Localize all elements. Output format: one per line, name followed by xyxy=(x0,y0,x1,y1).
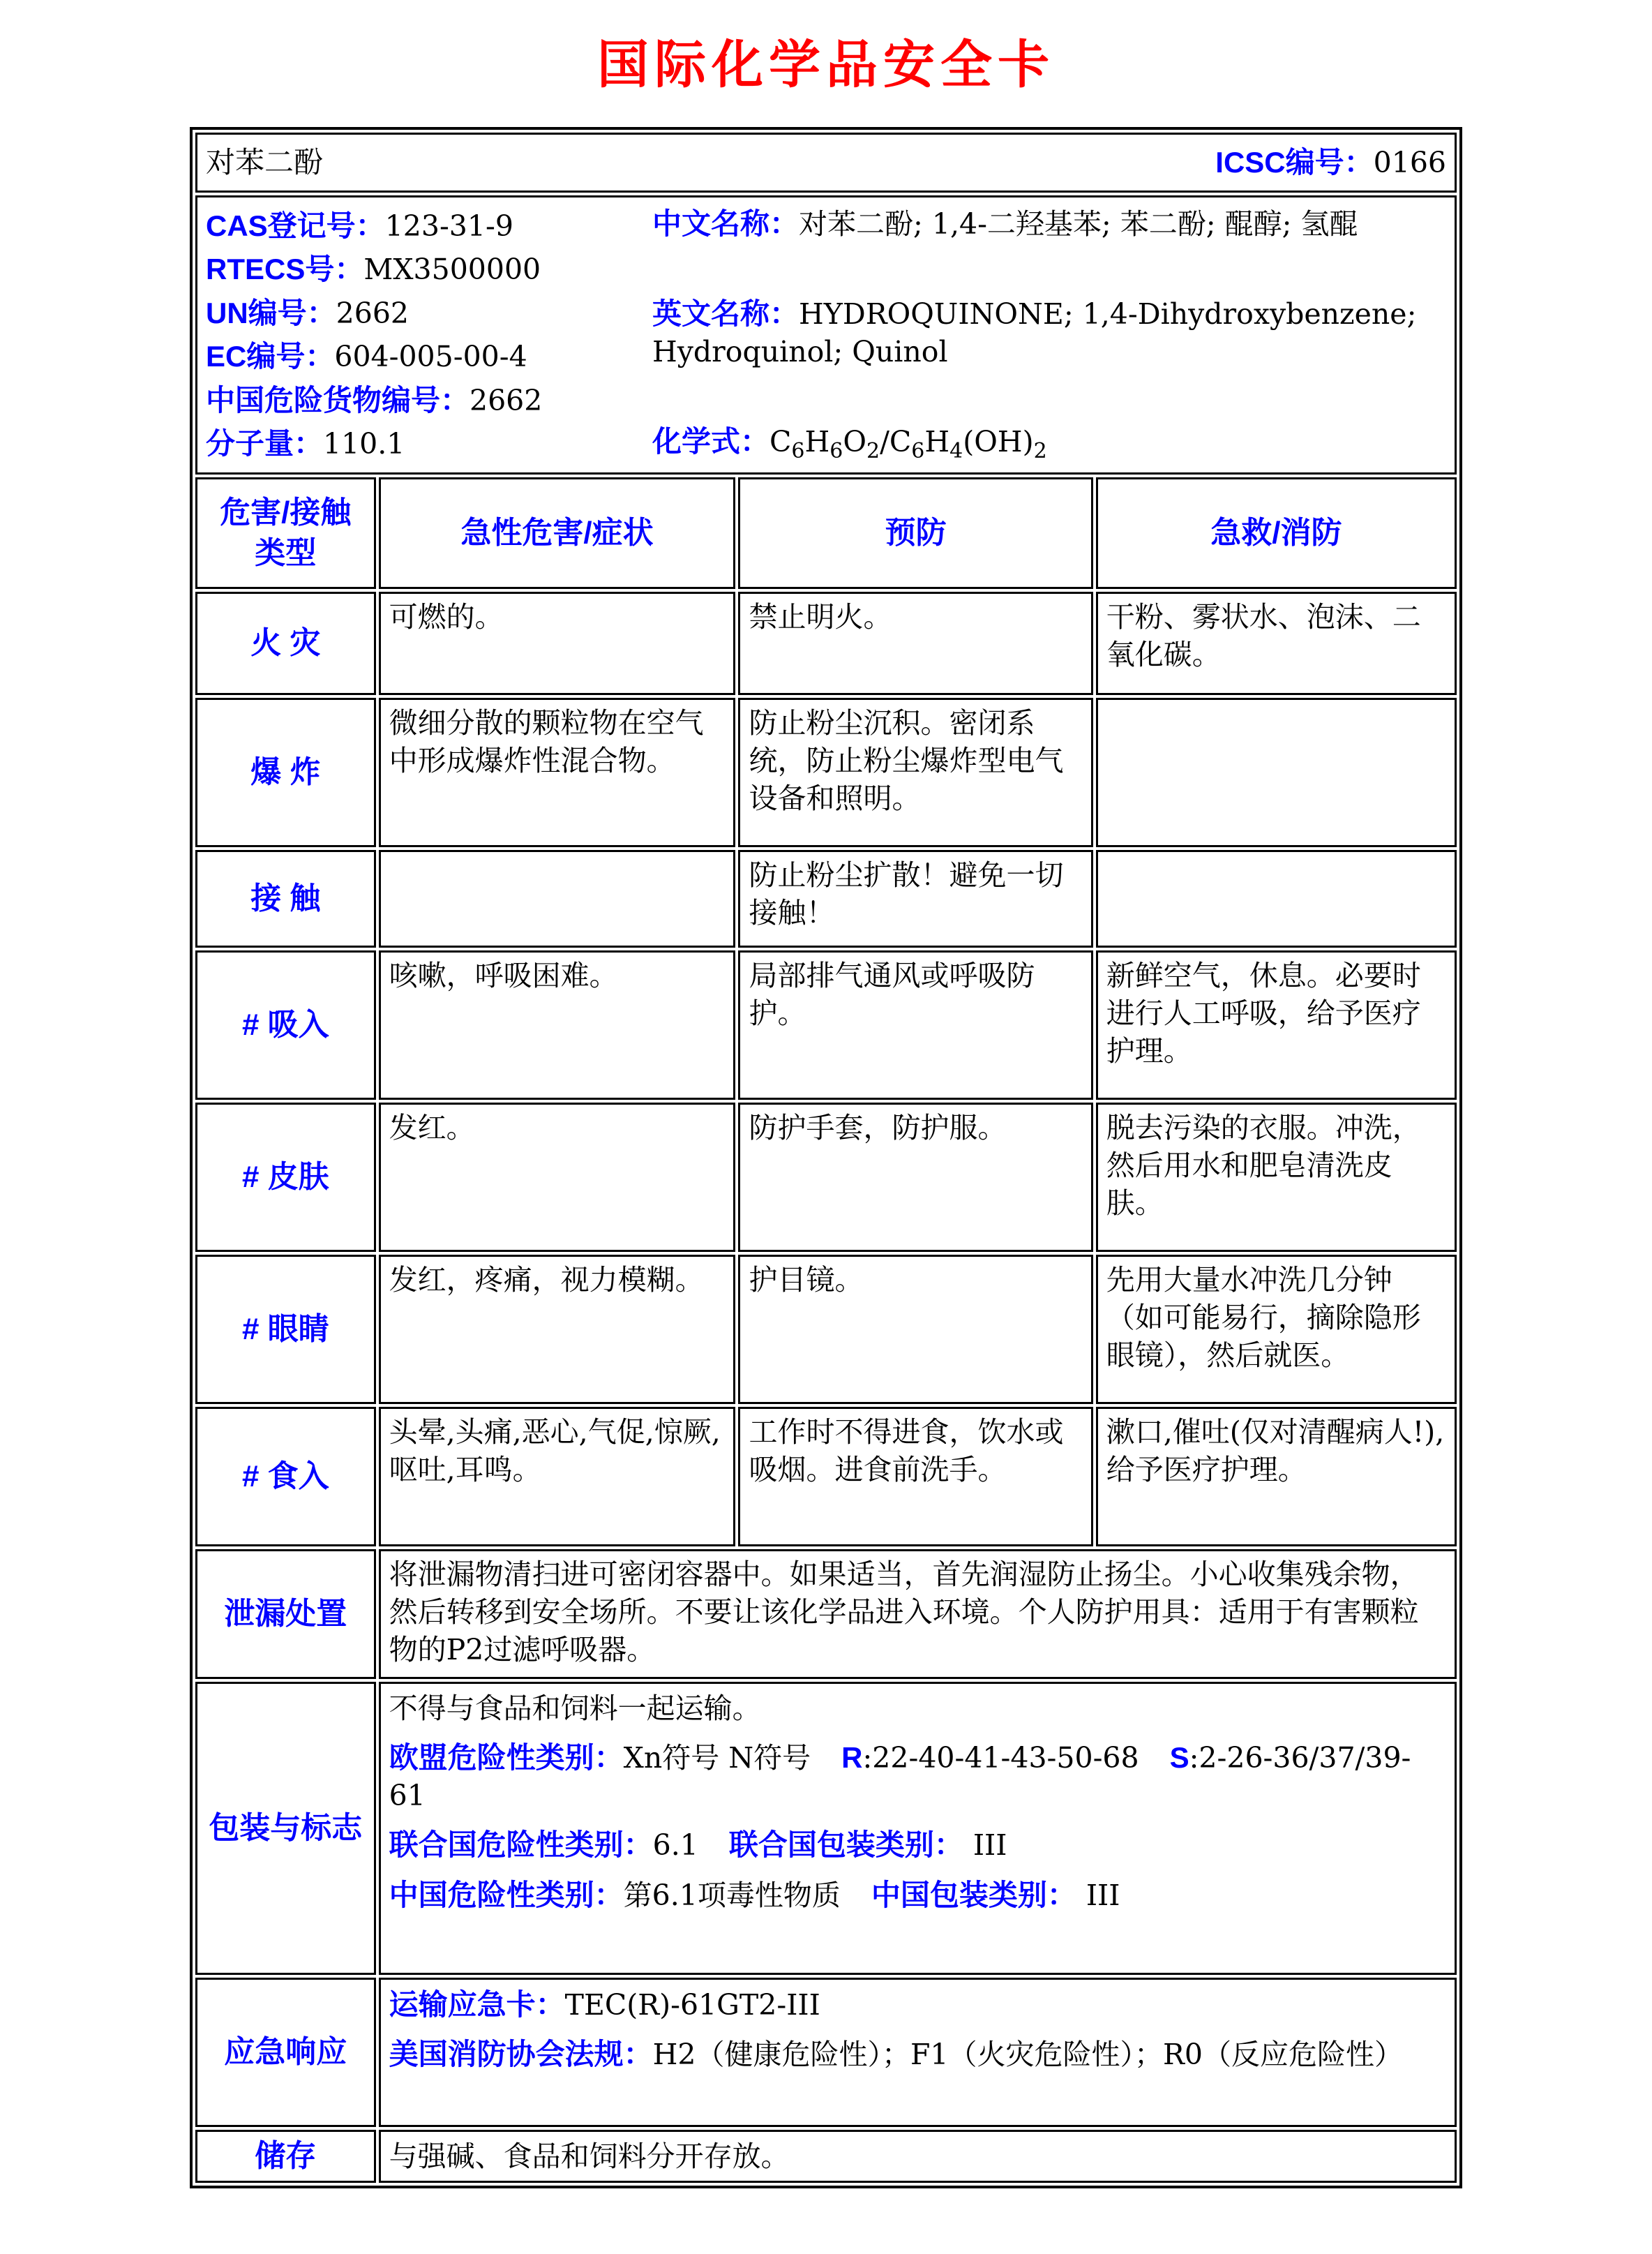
inhalation-prevention: 局部排气通风或呼吸防护。 xyxy=(738,950,1092,1100)
col-header-first-aid: 急救/消防 xyxy=(1096,477,1457,589)
packaging-eu-class: 欧盟危险性类别：Xn符号 N符号 R:22-40-41-43-50-68 S:2-26-36/37/39-61 xyxy=(389,1740,1411,1813)
fire-symptoms: 可燃的。 xyxy=(379,592,736,695)
row-label-ingestion: # 食入 xyxy=(195,1407,376,1546)
eyes-symptoms: 发红，疼痛，视力模糊。 xyxy=(379,1255,736,1404)
table-row-inhalation xyxy=(195,950,1457,1100)
row-label-spill: 泄漏处置 xyxy=(195,1549,376,1679)
fire-aid: 干粉、雾状水、泡沫、二氧化碳。 xyxy=(1096,592,1457,695)
chemical-formula: 化学式：$C_6H_6O_2/C_6H_4(OH)_2$ xyxy=(652,424,1047,464)
ingestion-aid: 漱口,催吐(仅对清醒病人!),给予医疗护理。 xyxy=(1096,1407,1457,1546)
china-dg-number: 中国危险货物编号：2662 xyxy=(206,383,543,417)
explosion-prevention: 防止粉尘沉积。密闭系统，防止粉尘爆炸型电气设备和照明。 xyxy=(738,698,1092,847)
row-label-packaging: 包装与标志 xyxy=(195,1682,376,1975)
rtecs-number: RTECS号：MX3500000 xyxy=(206,253,541,287)
molecular-weight: 分子量：110.1 xyxy=(206,427,405,461)
substance-name: 对苯二酚 xyxy=(206,145,324,180)
row-label-eyes: # 眼睛 xyxy=(195,1255,376,1404)
hazard-header-row xyxy=(195,477,1457,589)
identification-cell xyxy=(195,195,1457,475)
explosion-symptoms: 微细分散的颗粒物在空气中形成爆炸性混合物。 xyxy=(379,698,736,847)
col-header-hazard-type: 危害/接触类型 xyxy=(195,477,376,589)
skin-aid: 脱去污染的衣服。冲洗，然后用水和肥皂清洗皮肤。 xyxy=(1096,1103,1457,1252)
ingestion-symptoms: 头晕,头痛,恶心,气促,惊厥,呕吐,耳鸣。 xyxy=(379,1407,736,1546)
row-label-skin: # 皮肤 xyxy=(195,1103,376,1252)
col-header-symptoms: 急性危害/症状 xyxy=(379,477,736,589)
emergency-content xyxy=(379,1978,1457,2127)
cas-number: CAS登记号：123-31-9 xyxy=(206,209,513,243)
storage-text: 与强碱、食品和饲料分开存放。 xyxy=(379,2130,1457,2183)
un-number: UN编号：2662 xyxy=(206,296,410,330)
icsc-card-table xyxy=(190,127,1462,2188)
contact-symptoms xyxy=(379,850,736,948)
table-row-packaging xyxy=(195,1682,1457,1975)
eyes-prevention: 护目镜。 xyxy=(738,1255,1092,1404)
row-label-contact: 接 触 xyxy=(195,850,376,948)
skin-symptoms: 发红。 xyxy=(379,1103,736,1252)
table-row-eyes xyxy=(195,1255,1457,1404)
packaging-content xyxy=(379,1682,1457,1975)
card-header-row xyxy=(195,133,1457,193)
skin-prevention: 防护手套，防护服。 xyxy=(738,1103,1092,1252)
table-row-skin xyxy=(195,1103,1457,1252)
chemical-names xyxy=(652,202,1446,468)
row-label-emergency: 应急响应 xyxy=(195,1978,376,2127)
inhalation-symptoms: 咳嗽，呼吸困难。 xyxy=(379,950,736,1100)
eyes-aid: 先用大量水冲洗几分钟（如可能易行，摘除隐形眼镜），然后就医。 xyxy=(1096,1255,1457,1404)
contact-prevention: 防止粉尘扩散！避免一切接触！ xyxy=(738,850,1092,948)
chinese-name: 中文名称：对苯二酚; 1,4-二羟基苯; 苯二酚; 醌醇; 氢醌 xyxy=(652,207,1358,241)
registry-numbers xyxy=(206,202,652,468)
row-label-inhalation: # 吸入 xyxy=(195,950,376,1100)
packaging-un-class: 联合国危险性类别：6.1 联合国包装类别： III xyxy=(389,1828,1007,1863)
packaging-transport-note: 不得与食品和饲料一起运输。 xyxy=(389,1691,761,1725)
icsc-number-value: 0166 xyxy=(1373,146,1446,180)
explosion-aid xyxy=(1096,698,1457,847)
table-row-fire xyxy=(195,592,1457,695)
table-row-contact xyxy=(195,850,1457,948)
inhalation-aid: 新鲜空气，休息。必要时进行人工呼吸，给予医疗护理。 xyxy=(1096,950,1457,1100)
ec-number: EC编号：604-005-00-4 xyxy=(206,340,527,374)
table-row-emergency xyxy=(195,1978,1457,2127)
spill-text: 将泄漏物清扫进可密闭容器中。如果适当，首先润湿防止扬尘。小心收集残余物，然后转移到安全场所。不要让该化学品进入环境。个人防护用具：适用于有害颗粒物的P2过滤呼吸器。 xyxy=(379,1549,1457,1679)
icsc-number-label: ICSC编号： xyxy=(1215,146,1374,179)
identification-row xyxy=(195,195,1457,475)
table-row-explosion xyxy=(195,698,1457,847)
table-row-storage xyxy=(195,2130,1457,2183)
col-header-prevention: 预防 xyxy=(738,477,1092,589)
emergency-nfpa: 美国消防协会法规：H2（健康危险性）；F1（火灾危险性）；R0（反应危险性） xyxy=(389,2038,1403,2072)
row-label-fire: 火 灾 xyxy=(195,592,376,695)
packaging-cn-class: 中国危险性类别：第6.1项毒性物质 中国包装类别： III xyxy=(389,1878,1120,1912)
ingestion-prevention: 工作时不得进食，饮水或吸烟。进食前洗手。 xyxy=(738,1407,1092,1546)
row-label-explosion: 爆 炸 xyxy=(195,698,376,847)
row-label-storage: 储存 xyxy=(195,2130,376,2183)
contact-aid xyxy=(1096,850,1457,948)
page-title: 国际化学品安全卡 xyxy=(597,36,1055,94)
fire-prevention: 禁止明火。 xyxy=(738,592,1092,695)
formula-text: $C_6H_6O_2/C_6H_4(OH)_2$ xyxy=(769,424,1047,464)
english-name: 英文名称：HYDROQUINONE; 1,4-Dihydroxybenzene; Hydroquinol; Quinol xyxy=(652,297,1417,369)
table-row-spill xyxy=(195,1549,1457,1679)
emergency-tec: 运输应急卡：TEC(R)-61GT2-III xyxy=(389,1987,820,2022)
icsc-number xyxy=(1215,143,1446,181)
card-header-cell xyxy=(195,133,1457,193)
table-row-ingestion xyxy=(195,1407,1457,1546)
